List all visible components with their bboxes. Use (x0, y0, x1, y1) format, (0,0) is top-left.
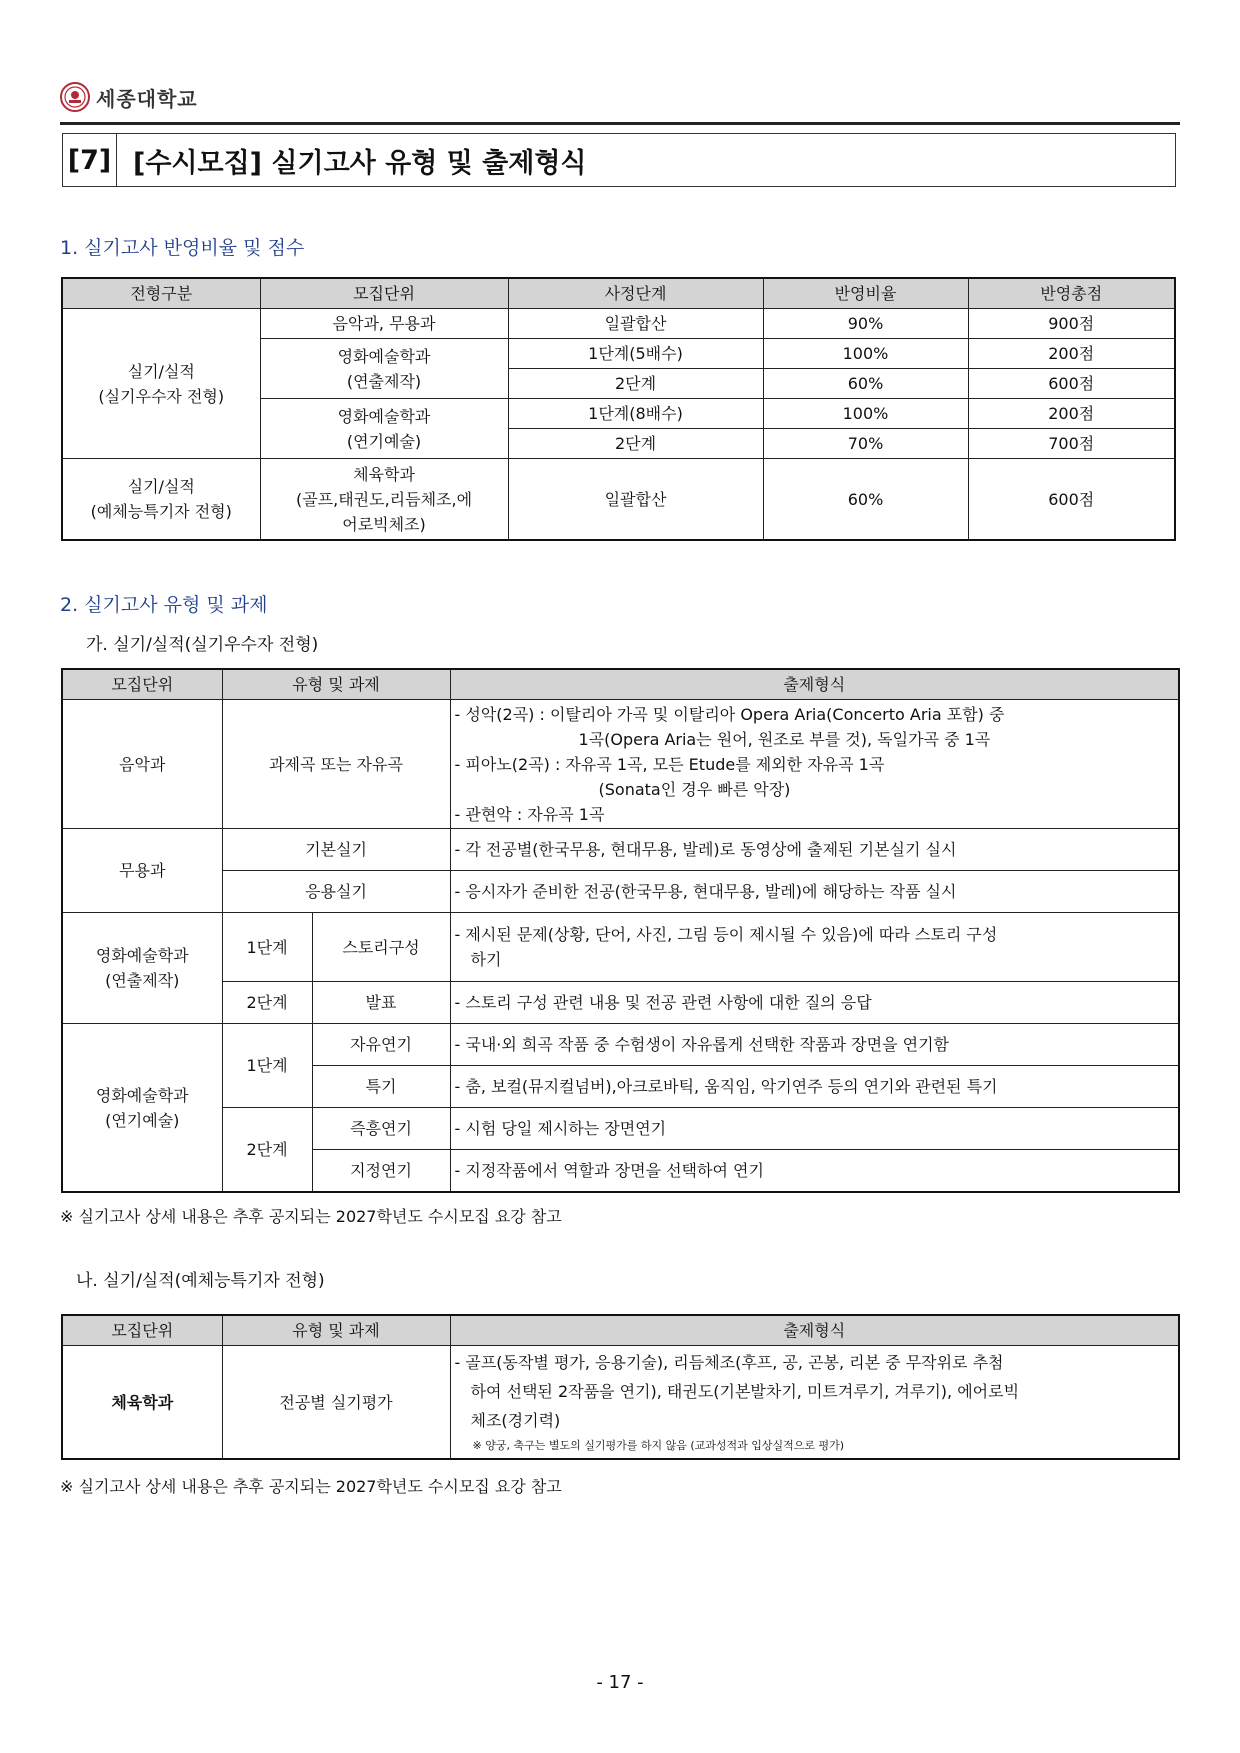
title-number: [7] (63, 134, 117, 186)
header-cell: 출제형식 (450, 1315, 1179, 1346)
table-row (62, 1024, 1179, 1066)
header-cell: 사정단계 (508, 278, 763, 309)
format-line: - 관현악 : 자유곡 1곡 (454, 804, 605, 824)
table-header-row (62, 1315, 1179, 1346)
group-label: (실기우수자 전형) (98, 386, 225, 406)
task-cell: 즉흥연기 (312, 1108, 450, 1150)
unit-cell: 무용과 (62, 829, 222, 913)
task-cell: 자유연기 (312, 1024, 450, 1066)
header-cell: 모집단위 (62, 1315, 222, 1346)
header-rule (60, 122, 1180, 125)
stage-cell: 2단계 (222, 982, 312, 1024)
stage-cell: 1단계(8배수) (508, 399, 763, 429)
unit-cell: 음악과, 무용과 (260, 309, 508, 339)
type-cell: 응용실기 (222, 871, 450, 913)
format-line: 하여 선택된 2작품을 연기), 태권도(기본발차기, 미트겨루기, 겨루기), 에어로빅 (470, 1381, 1020, 1401)
format-cell: - 응시자가 준비한 전공(한국무용, 현대무용, 발레)에 해당하는 작품 실시 (450, 871, 1179, 913)
stage-cell: 일괄합산 (508, 459, 763, 541)
format-line: - 제시된 문제(상황, 단어, 사진, 그림 등이 제시될 수 있음)에 따라 스토리 구성 (454, 925, 998, 944)
header-cell: 모집단위 (62, 669, 222, 700)
unit-label: (연출제작) (105, 971, 180, 990)
format-line: 체조(경기력) (470, 1410, 561, 1430)
ratio-cell: 100% (763, 399, 968, 429)
total-cell: 600점 (968, 369, 1175, 399)
group-cell (62, 459, 260, 541)
format-line: - 성악(2곡) : 이탈리아 가곡 및 이탈리아 Opera Aria(Concerto Aria 포함) 중 (454, 704, 1005, 724)
total-cell: 900점 (968, 309, 1175, 339)
total-cell: 600점 (968, 459, 1175, 541)
table-row (62, 829, 1179, 871)
page-title-box (62, 133, 1176, 187)
ratio-cell: 60% (763, 459, 968, 541)
unit-label: 어로빅체조) (342, 514, 426, 534)
page-title: [수시모집] 실기고사 유형 및 출제형식 (133, 147, 587, 179)
stage-cell: 2단계 (222, 1108, 312, 1193)
stage-cell: 1단계 (222, 913, 312, 982)
group-label: (예체능특기자 전형) (90, 502, 232, 521)
unit-label: 체육학과 (353, 464, 415, 484)
unit-cell (62, 913, 222, 1024)
format-cell: - 지정작품에서 역할과 장면을 선택하여 연기 (450, 1150, 1179, 1193)
ratio-cell: 90% (763, 309, 968, 339)
ratio-score-table (61, 277, 1176, 541)
subsection-b-heading: 나. 실기/실적(예체능특기자 전형) (76, 1271, 325, 1291)
type-cell: 과제곡 또는 자유곡 (222, 700, 450, 829)
unit-cell (260, 399, 508, 459)
task-cell: 지정연기 (312, 1150, 450, 1193)
header-cell: 유형 및 과제 (222, 1315, 450, 1346)
stage-cell: 일괄합산 (508, 309, 763, 339)
section2-heading: 2. 실기고사 유형 및 과제 (60, 594, 268, 616)
header-cell: 출제형식 (450, 669, 1179, 700)
stage-cell: 2단계 (508, 429, 763, 459)
format-line: 하기 (470, 950, 502, 969)
format-cell (450, 1346, 1179, 1460)
section1-heading: 1. 실기고사 반영비율 및 점수 (60, 237, 305, 259)
unit-label: 영화예술학과 (337, 346, 431, 366)
table-row (62, 309, 1175, 339)
unit-label: 영화예술학과 (95, 1085, 189, 1105)
unit-label: 영화예술학과 (337, 406, 431, 426)
university-seal-icon (60, 82, 90, 112)
type-cell: 전공별 실기평가 (222, 1346, 450, 1460)
unit-cell (260, 339, 508, 399)
type-cell: 기본실기 (222, 829, 450, 871)
task-cell: 특기 (312, 1066, 450, 1108)
stage-cell: 2단계 (508, 369, 763, 399)
header-cell: 전형구분 (62, 278, 260, 309)
unit-cell (62, 1024, 222, 1193)
group-cell (62, 309, 260, 459)
format-small-note: ※ 양궁, 축구는 별도의 실기평가를 하지 않음 (교과성적과 입상실적으로 평가) (472, 1438, 845, 1452)
header-cell: 모집단위 (260, 278, 508, 309)
format-cell: - 국내·외 희곡 작품 중 수험생이 자유롭게 선택한 작품과 장면을 연기함 (450, 1024, 1179, 1066)
page-number: - 17 - (596, 1672, 644, 1693)
ratio-cell: 100% (763, 339, 968, 369)
unit-cell: 음악과 (62, 700, 222, 829)
unit-label: 영화예술학과 (95, 946, 189, 965)
note-b: ※ 실기고사 상세 내용은 추후 공지되는 2027학년도 수시모집 요강 참고 (60, 1477, 562, 1496)
unit-cell (260, 459, 508, 541)
format-cell (450, 913, 1179, 982)
unit-cell: 체육학과 (62, 1346, 222, 1460)
format-cell: - 각 전공별(한국무용, 현대무용, 발레)로 동영상에 출제된 기본실기 실시 (450, 829, 1179, 871)
table-header-row (62, 669, 1179, 700)
stage-cell: 1단계(5배수) (508, 339, 763, 369)
practical-exam-table (61, 668, 1180, 1193)
pe-exam-table (61, 1314, 1180, 1460)
task-cell: 발표 (312, 982, 450, 1024)
table-row (62, 1108, 1179, 1150)
table-row (62, 459, 1175, 541)
format-line: - 골프(동작별 평가, 응용기술), 리듬체조(후프, 공, 곤봉, 리본 중 무작위로 추첨 (454, 1352, 1004, 1372)
table-row (62, 871, 1179, 913)
total-cell: 200점 (968, 399, 1175, 429)
unit-label: (연출제작) (346, 371, 422, 391)
format-line: (Sonata인 경우 빠른 악장) (598, 779, 791, 799)
header-cell: 유형 및 과제 (222, 669, 450, 700)
unit-label: (연기예술) (105, 1110, 180, 1130)
university-name: 세종대학교 (96, 86, 198, 111)
subsection-a-heading: 가. 실기/실적(실기우수자 전형) (86, 635, 319, 655)
format-cell: - 시험 당일 제시하는 장면연기 (450, 1108, 1179, 1150)
total-cell: 700점 (968, 429, 1175, 459)
header-cell: 반영비율 (763, 278, 968, 309)
task-cell: 스토리구성 (312, 913, 450, 982)
university-logo (60, 82, 198, 112)
format-cell (450, 700, 1179, 829)
format-cell: - 스토리 구성 관련 내용 및 전공 관련 사항에 대한 질의 응답 (450, 982, 1179, 1024)
note-a: ※ 실기고사 상세 내용은 추후 공지되는 2027학년도 수시모집 요강 참고 (60, 1207, 562, 1226)
table-row (62, 982, 1179, 1024)
ratio-cell: 70% (763, 429, 968, 459)
format-line: 1곡(Opera Aria는 원어, 원조로 부를 것), 독일가곡 중 1곡 (578, 729, 991, 749)
total-cell: 200점 (968, 339, 1175, 369)
unit-label: (골프,태권도,리듬체조,에 (295, 489, 473, 509)
table-header-row (62, 278, 1175, 309)
table-row (62, 913, 1179, 982)
header-cell: 반영총점 (968, 278, 1175, 309)
table-row (62, 1346, 1179, 1460)
format-cell: - 춤, 보컬(뮤지컬넘버),아크로바틱, 움직임, 악기연주 등의 연기와 관련된 특기 (450, 1066, 1179, 1108)
ratio-cell: 60% (763, 369, 968, 399)
table-row (62, 700, 1179, 829)
group-label: 실기/실적 (127, 477, 195, 496)
stage-cell: 1단계 (222, 1024, 312, 1108)
format-line: - 피아노(2곡) : 자유곡 1곡, 모든 Etude를 제외한 자유곡 1곡 (454, 754, 885, 774)
unit-label: (연기예술) (346, 431, 422, 451)
group-label: 실기/실적 (127, 361, 195, 381)
